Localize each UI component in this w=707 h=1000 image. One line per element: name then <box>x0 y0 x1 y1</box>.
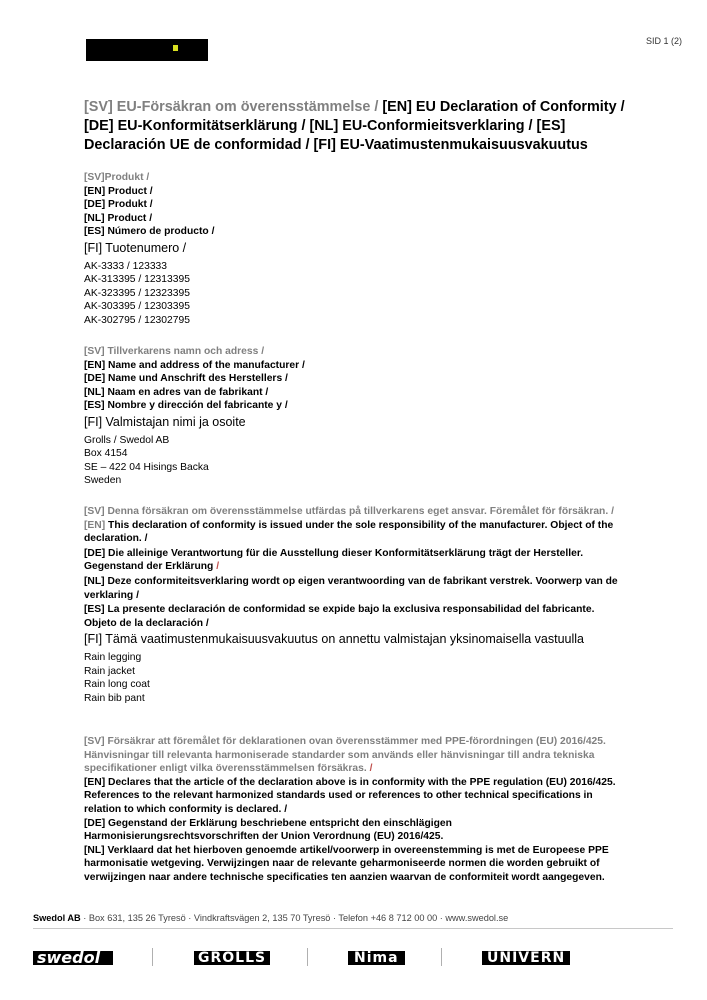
univern-logo: UNIVERN <box>482 951 570 965</box>
manufacturer-section <box>84 345 646 488</box>
conformity-de1: [DE] Gegenstand der Erklärung beschriebene entspricht den einschlägigen <box>84 817 452 829</box>
product-section <box>84 171 646 328</box>
list-item: Rain jacket <box>84 665 135 677</box>
manufacturer-sv: [SV] Tillverkarens namn och adress / <box>84 346 265 357</box>
logo-accent-dot <box>173 45 178 51</box>
footer-address: Swedol AB · Box 631, 135 26 Tyresö · Vindkraftsvägen 2, 135 70 Tyresö · Telefon +46 8 712 00 00 · www.swedol.se <box>33 913 509 923</box>
manufacturer-address <box>84 434 646 488</box>
conformity-section <box>84 735 646 885</box>
product-sv: [SV]Produkt / <box>84 172 150 183</box>
list-item: AK-323395 / 12323395 <box>84 287 190 299</box>
list-item: Rain bib pant <box>84 692 145 704</box>
conformity-nl2: harmonisatie wetgeving. Verwijzingen naar de relevante geharmoniseerde normen die worden gebruikt of <box>84 858 600 870</box>
brand-separator <box>307 948 308 966</box>
brand-separator <box>441 948 442 966</box>
document-title <box>84 98 644 155</box>
declaration-en: [EN] This declaration of conformity is issued under the sole responsibility of the manufacturer. Object of the <box>84 519 614 531</box>
address-line: SE – 422 04 Hisings Backa <box>84 461 209 473</box>
address-line: Box 4154 <box>84 448 128 460</box>
conformity-de2: Harmonisierungsrechtsvorschriften der Union Verordnung (EU) 2016/425. <box>84 831 444 843</box>
list-item: AK-313395 / 12313395 <box>84 274 190 286</box>
conformity-sv3: specifikationer enligt vilka överensstämmelsen försäkras. / <box>84 763 373 775</box>
footer-divider <box>33 928 673 929</box>
product-fi: [FI] Tuotenumero / <box>84 240 187 255</box>
declaration-es: [ES] La presente declaración de conformidad se expide bajo la exclusiva responsabilidad del fabricante. <box>84 604 595 616</box>
declaration-de2: Gegenstand der Erklärung / <box>84 561 220 573</box>
declaration-section <box>84 505 646 705</box>
conformity-nl3: verwijzingen naar andere technische specificaties ten aanzien waarvan de conformiteit wordt aangegeven. <box>84 871 605 883</box>
manufacturer-de: [DE] Name und Anschrift des Herstellers / <box>84 373 288 385</box>
declaration-nl: [NL] Deze conformiteitsverklaring wordt op eigen verantwoording van de fabrikant verstrek. Voorwerp van de <box>84 575 618 587</box>
declaration-fi: [FI] Tämä vaatimustenmukaisuusvakuutus on annettu valmistajan yksinomaisella vastuulla <box>84 632 585 647</box>
list-item: AK-303395 / 12303395 <box>84 301 190 313</box>
title-en: [EN] EU Declaration of Conformity / <box>378 99 625 115</box>
list-item: AK-302795 / 12302795 <box>84 314 190 326</box>
conformity-sv2: Hänvisningar till relevanta harmoniserade standarder som används eller hänvisningar till andra tekniska <box>84 749 595 761</box>
conformity-sv1: [SV] Försäkrar att föremålet för deklarationen ovan överensstämmer med PPE-förordningen (EU) 2016/425. <box>84 736 606 747</box>
title-line3: Declaración UE de conformidad / [FI] EU-Vaatimustenmukaisuusvakuutus <box>84 137 588 153</box>
product-de: [DE] Produkt / <box>84 199 153 211</box>
manufacturer-nl: [NL] Naam en adres van de fabrikant / <box>84 386 269 398</box>
address-line: Grolls / Swedol AB <box>84 434 170 446</box>
declaration-de: [DE] Die alleinige Verantwortung für die Ausstellung dieser Konformitätserklärung trägt der Hersteller. <box>84 547 584 559</box>
title-sv: [SV] EU-Försäkran om överensstämmelse / <box>84 99 379 115</box>
manufacturer-es: [ES] Nombre y dirección del fabricante y / <box>84 400 288 412</box>
declaration-sv: [SV] Denna försäkran om överensstämmelse utfärdas på tillverkarens eget ansvar. Föremålet för försäkran. / <box>84 506 614 517</box>
conformity-en3: relation to which conformity is declared. / <box>84 803 288 815</box>
title-line2: [DE] EU-Konformitätserklärung / [NL] EU-Conformieitsverklaring / [ES] <box>84 118 566 134</box>
product-es: [ES] Número de producto / <box>84 226 215 238</box>
company-logo <box>86 39 208 61</box>
product-list <box>84 260 646 328</box>
product-nl: [NL] Product / <box>84 212 153 224</box>
manufacturer-en: [EN] Name and address of the manufacturer / <box>84 359 305 371</box>
conformity-en2: References to the relevant harmonized standards used or references to other technical specifications in <box>84 790 593 802</box>
declaration-es2: Objeto de la declaración / <box>84 617 209 629</box>
conformity-en1: [EN] Declares that the article of the declaration above is in conformity with the PPE regulation (EU) 2016/425. <box>84 776 616 788</box>
declaration-en2: declaration. / <box>84 533 148 545</box>
brand-separator <box>152 948 153 966</box>
manufacturer-fi: [FI] Valmistajan nimi ja osoite <box>84 414 246 429</box>
declaration-items <box>84 651 646 705</box>
swedol-logo: swedol <box>33 951 113 965</box>
list-item: Rain legging <box>84 651 142 663</box>
list-item: AK-3333 / 123333 <box>84 260 168 272</box>
nima-logo: Nima <box>348 951 405 965</box>
declaration-nl2: verklaring / <box>84 589 139 601</box>
grolls-logo: GROLLS <box>194 951 270 965</box>
list-item: Rain long coat <box>84 679 150 691</box>
address-line: Sweden <box>84 475 122 487</box>
page-number: SID 1 (2) <box>646 36 683 46</box>
product-en: [EN] Product / <box>84 185 153 197</box>
conformity-nl1: [NL] Verklaard dat het hierboven genoemde artikel/voorwerp in overeenstemming is met de Europeese PPE <box>84 844 609 856</box>
